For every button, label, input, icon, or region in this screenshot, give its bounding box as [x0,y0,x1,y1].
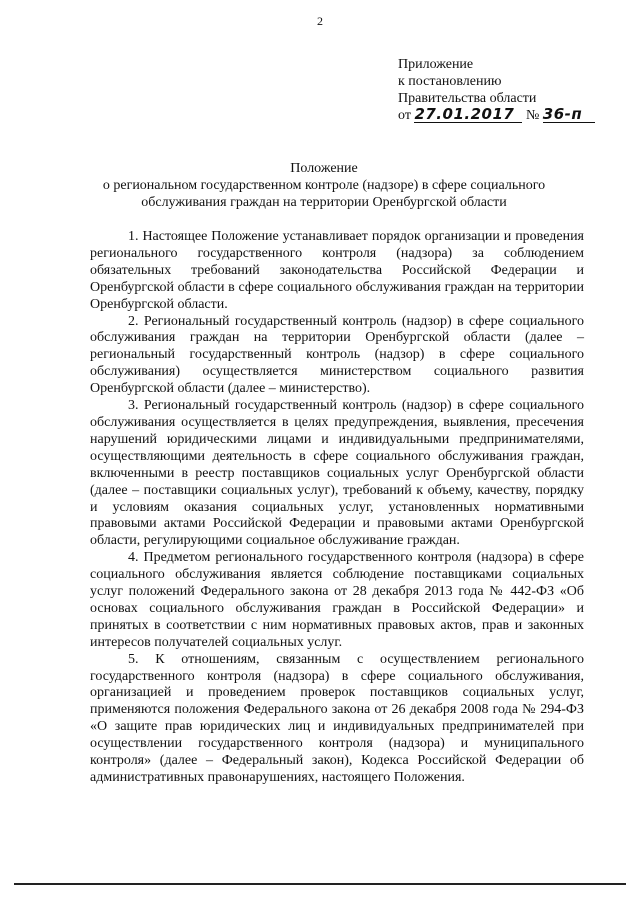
appendix-title: Приложение [398,57,474,72]
handwritten-number: 36-п [543,107,595,123]
appendix-block [398,56,595,124]
scan-edge-line [14,883,626,885]
appendix-authority: Правительства области [398,91,537,106]
paragraph-3: 3. Региональный государственный контроль (надзор) в сфере социального обслуживания осуществляется в целях предупреждения, выявления, пресечения нарушений юридическими лицами и индивидуальными предпринимателями, осуществляющими деятельность в сфере социального обслуживания граждан, включенными в реестр поставщиков социальных услуг Оренбургской области (далее – поставщики социальных услуг), требований к объему, качеству, порядку и условиям оказания социальных услуг, установленных нормативными правовыми актами Российской Федерации и правовыми актами Оренбургской области, регулирующими социальное обслуживание граждан. [90,398,584,549]
document-title [80,160,568,211]
page-number: 2 [317,14,323,28]
paragraph-1: 1. Настоящее Положение устанавливает порядок организации и проведения регионального государственного контроля (надзора) за соблюдением обязательных требований законодательства Российской Федерации и Оренбургской области в сфере социального обслуживания граждан на территории Оренбургской области. [90,229,584,312]
number-prefix: № [525,108,540,123]
title-line-1: о региональном государственном контроле (надзоре) в сфере социального [102,178,546,193]
handwritten-date: 27.01.2017 [414,107,522,123]
paragraph-4: 4. Предметом регионального государственного контроля (надзора) в сфере социального обслуживания является соблюдение поставщиками социальных услуг положений Федерального закона от 28 декабря 2013 года № 442-ФЗ «Об основах социального обслуживания граждан в Российской Федерации» и принятых в соответствии с ним нормативных правовых актов, прав и законных интересов получателей социальных услуг. [90,550,584,650]
paragraph-2: 2. Региональный государственный контроль (надзор) в сфере социального обслуживания граждан на территории Оренбургской области (далее – региональный государственный контроль (надзор) в сфере социального обслуживания) осуществляется министерством социального развития Оренбургской области (далее – министерство). [90,313,584,397]
document-body [90,229,584,787]
appendix-ref: к постановлению [398,74,502,89]
date-prefix: от [398,108,411,123]
title-heading: Положение [290,161,358,176]
appendix-date-line [398,107,595,124]
title-line-2: обслуживания граждан на территории Оренбургской области [141,195,507,210]
paragraph-5: 5. К отношениям, связанным с осуществлением регионального государственного контроля (надзора) в сфере социального обслуживания, организацией и проведением проверок поставщиков социальных услуг, применяются положения Федерального закона от 26 декабря 2008 года № 294-ФЗ «О защите прав юридических лиц и индивидуальных предпринимателей при осуществлении государственного контроля (надзора) и муниципального контроля» (далее – Федеральный закон), Кодекса Российской Федерации об административных правонарушениях, настоящего Положения. [90,651,584,785]
